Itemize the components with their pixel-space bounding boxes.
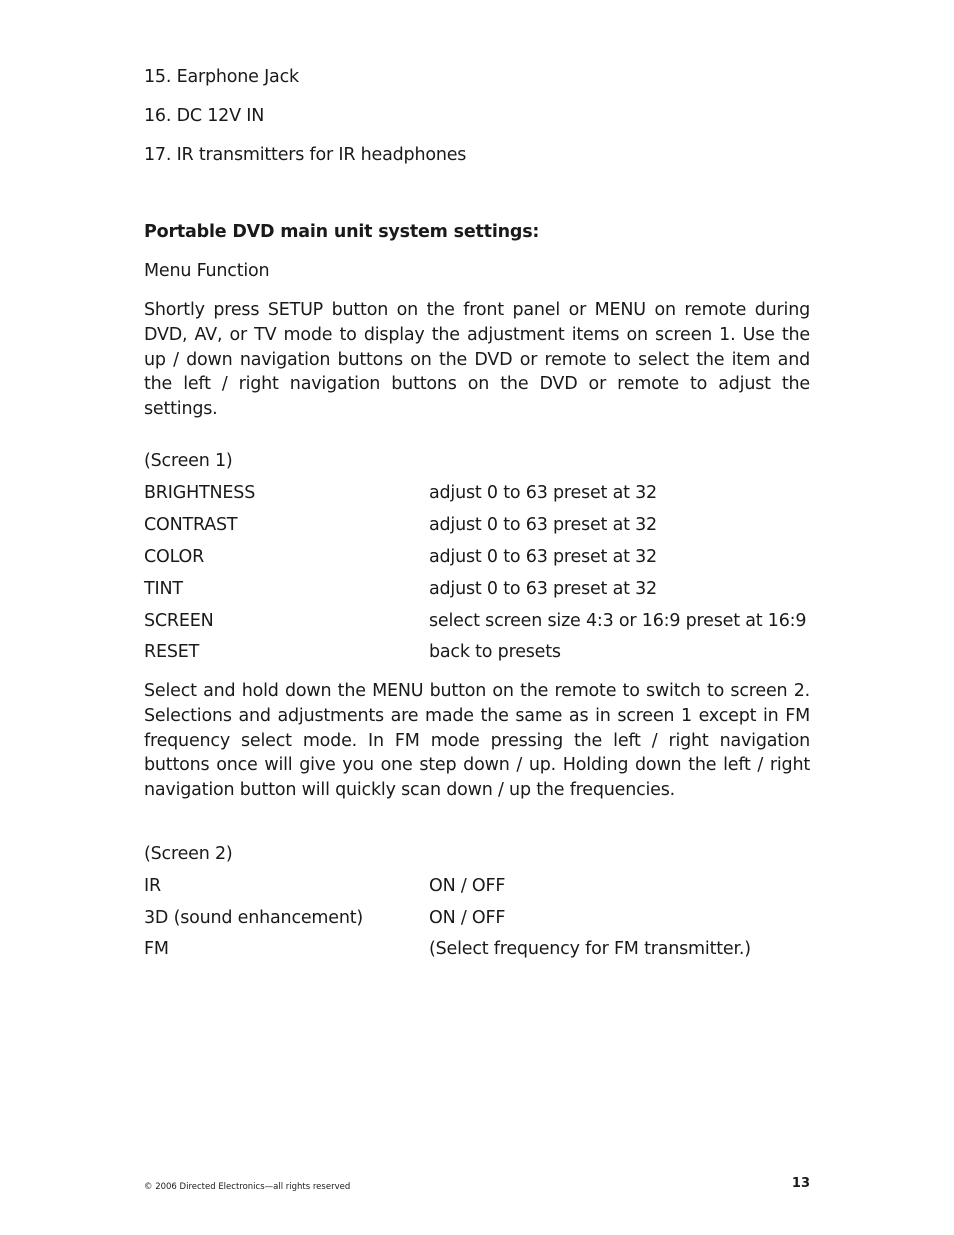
setting-label: IR bbox=[144, 876, 161, 896]
setting-value: ON / OFF bbox=[429, 908, 506, 928]
section-heading: Portable DVD main unit system settings: bbox=[144, 222, 540, 242]
settings-row-fm bbox=[144, 937, 844, 962]
setting-label: FM bbox=[144, 939, 169, 959]
settings-row-3d bbox=[144, 906, 844, 931]
setting-label: TINT bbox=[144, 579, 183, 599]
page-number: 13 bbox=[791, 1176, 810, 1191]
screen2-title: (Screen 2) bbox=[144, 844, 233, 864]
list-item: 16. DC 12V IN bbox=[144, 106, 265, 126]
setting-value: adjust 0 to 63 preset at 32 bbox=[429, 579, 657, 599]
setting-label: SCREEN bbox=[144, 611, 214, 631]
settings-row-reset bbox=[144, 640, 844, 665]
intro-paragraph: Shortly press SETUP button on the front panel or MENU on remote during DVD, AV, or TV mode to display the adjustment items on screen 1. Use the up / down navigation buttons on the DVD or remote to select the item and the left / right navigation buttons on the DVD or remote to adjust the settings. bbox=[144, 300, 810, 420]
setting-label: BRIGHTNESS bbox=[144, 483, 256, 503]
setting-label: CONTRAST bbox=[144, 515, 238, 535]
setting-value: ON / OFF bbox=[429, 876, 506, 896]
settings-row-brightness bbox=[144, 481, 844, 506]
settings-row-contrast bbox=[144, 513, 844, 538]
settings-row-ir bbox=[144, 874, 844, 899]
screen1-title: (Screen 1) bbox=[144, 451, 233, 471]
setting-label: 3D (sound enhancement) bbox=[144, 908, 364, 928]
setting-value: back to presets bbox=[429, 642, 561, 662]
setting-value: adjust 0 to 63 preset at 32 bbox=[429, 515, 657, 535]
setting-label: COLOR bbox=[144, 547, 205, 567]
setting-value: (Select frequency for FM transmitter.) bbox=[429, 939, 751, 959]
settings-row-screen bbox=[144, 609, 844, 634]
screen2-paragraph: Select and hold down the MENU button on the remote to switch to screen 2. Selections and adjustments are made the same as in screen 1 except in FM frequency select mode. In FM mode pressing the left / right navigation buttons once will give you one step down / up. Holding down the left / right navigation button will quickly scan down / up the frequencies. bbox=[144, 681, 810, 801]
setting-value: adjust 0 to 63 preset at 32 bbox=[429, 483, 657, 503]
settings-row-tint bbox=[144, 577, 844, 602]
list-item: 17. IR transmitters for IR headphones bbox=[144, 145, 467, 165]
menu-function-label: Menu Function bbox=[144, 261, 270, 281]
copyright-notice: © 2006 Directed Electronics—all rights reserved bbox=[144, 1182, 351, 1192]
list-item: 15. Earphone Jack bbox=[144, 67, 299, 87]
setting-value: adjust 0 to 63 preset at 32 bbox=[429, 547, 657, 567]
setting-value: select screen size 4:3 or 16:9 preset at 16:9 bbox=[429, 611, 807, 631]
settings-row-color bbox=[144, 545, 844, 570]
setting-label: RESET bbox=[144, 642, 200, 662]
